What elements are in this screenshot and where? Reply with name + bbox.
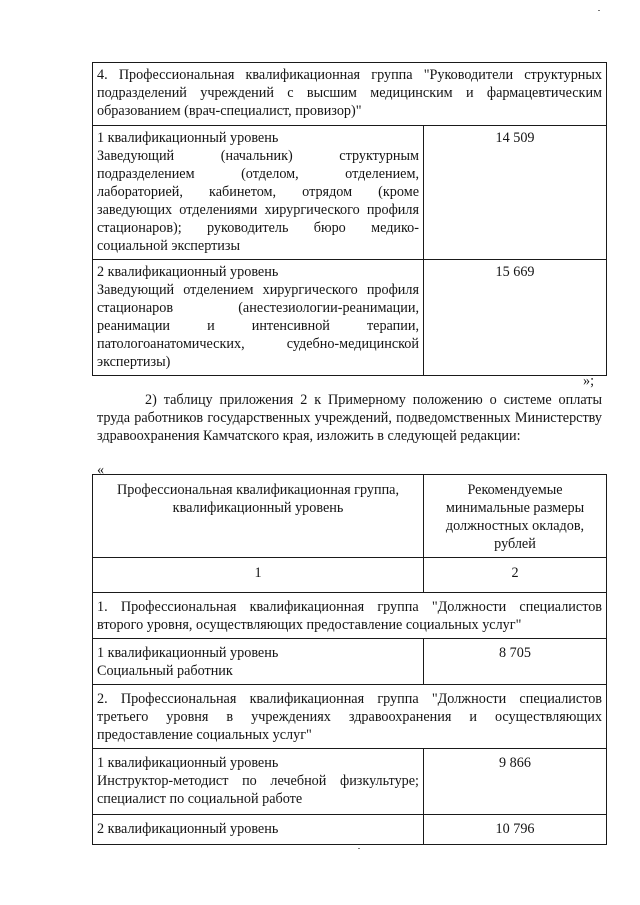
table-row bbox=[93, 260, 607, 376]
scan-speck bbox=[598, 10, 600, 11]
salary-value: 9 866 bbox=[424, 749, 607, 815]
qualification-level: 1 квалификационный уровень bbox=[97, 645, 279, 661]
amendment-paragraph: 2) таблицу приложения 2 к Примерному положению о системе оплаты труда работников государственных учреждений, подведомственных Министерству здравоохранения Камчатского края, изложить в следующей редакции: bbox=[97, 392, 602, 444]
header-group-level: Профессиональная квалификационная группа, квалификационный уровень bbox=[93, 475, 424, 558]
position-description: Заведующий отделением хирургического профиля стационаров (анестезиологии-реанимации, реанимации и интенсивной терапии, патологоанатомических, судебно-медицинской экспертизы) bbox=[97, 282, 419, 370]
table-number-row bbox=[93, 558, 607, 593]
table-row bbox=[93, 593, 607, 639]
column-number-2: 2 bbox=[424, 558, 607, 593]
position-cell bbox=[93, 260, 424, 376]
qualification-level: 1 квалификационный уровень bbox=[97, 755, 279, 771]
scan-speck bbox=[358, 848, 360, 849]
qualification-level: 2 квалификационный уровень bbox=[97, 264, 279, 280]
salary-value: 8 705 bbox=[424, 639, 607, 685]
salary-value: 14 509 bbox=[424, 126, 607, 260]
qualification-level: 2 квалификационный уровень bbox=[97, 821, 279, 837]
group-header-1: 1. Профессиональная квалификационная группа "Должности специалистов второго уровня, осуществляющих предоставление социальных услуг" bbox=[93, 593, 607, 639]
salary-table-appendix-2 bbox=[92, 474, 607, 845]
salary-value: 15 669 bbox=[424, 260, 607, 376]
table-row bbox=[93, 815, 607, 845]
position-cell bbox=[93, 639, 424, 685]
table-row bbox=[93, 639, 607, 685]
column-number-1: 1 bbox=[93, 558, 424, 593]
table-row bbox=[93, 685, 607, 749]
header-salary: Рекомендуемые минимальные размеры должностных окладов, рублей bbox=[424, 475, 607, 558]
table-row bbox=[93, 126, 607, 260]
closing-quote-mark: »; bbox=[583, 373, 595, 389]
group-header-4: 4. Профессиональная квалификационная группа "Руководители структурных подразделений учреждений с высшим медицинским и фармацевтическим образованием (врач-специалист, провизор)" bbox=[93, 63, 607, 126]
salary-value: 10 796 bbox=[424, 815, 607, 845]
group-header-2: 2. Профессиональная квалификационная группа "Должности специалистов третьего уровня в учреждениях здравоохранения и осуществляющих предоставление социальных услуг" bbox=[93, 685, 607, 749]
salary-table-continued bbox=[92, 62, 607, 376]
table-row bbox=[93, 63, 607, 126]
position-cell bbox=[93, 126, 424, 260]
position-cell bbox=[93, 815, 424, 845]
qualification-level: 1 квалификационный уровень bbox=[97, 130, 279, 146]
position-description: Заведующий (начальник) структурным подразделением (отделом, отделением, лабораторией, кабинетом, отрядом (кроме заведующих отделениями хирургического профиля стационаров); руководитель бюро медико-социальной экспертизы bbox=[97, 148, 419, 254]
position-description: Социальный работник bbox=[97, 663, 233, 679]
position-cell bbox=[93, 749, 424, 815]
table-row bbox=[93, 749, 607, 815]
position-description: Инструктор-методист по лечебной физкультуре; специалист по социальной работе bbox=[97, 773, 419, 807]
table-header-row bbox=[93, 475, 607, 558]
opening-quote-mark: « bbox=[97, 462, 105, 478]
